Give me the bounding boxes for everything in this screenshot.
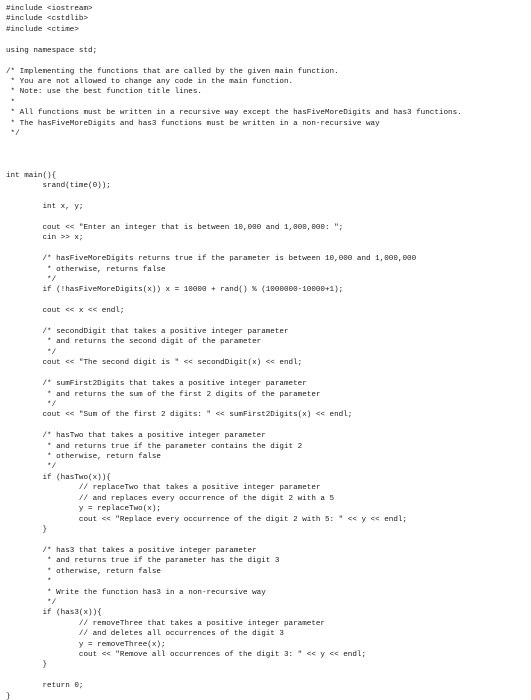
code-line: y = replaceTwo(x);: [6, 505, 161, 514]
code-line: if (has3(x)){: [6, 609, 102, 618]
code-line: int main(){: [6, 171, 57, 180]
code-line: *: [6, 98, 16, 107]
code-line: cout << "Sum of the first 2 digits: " << sumFirst2Digits(x) << endl;: [6, 411, 353, 420]
code-line: * and returns the sum of the first 2 digits of the parameter: [6, 390, 321, 399]
code-line: using namespace std;: [6, 46, 98, 55]
code-line: int x, y;: [6, 202, 84, 211]
code-line: * All functions must be written in a recursive way except the hasFiveMoreDigits and has3 functions.: [6, 109, 462, 118]
code-line: /* secondDigit that takes a positive integer parameter: [6, 328, 289, 337]
code-line: * otherwise, returns false: [6, 265, 166, 274]
code-line: cin >> x;: [6, 234, 84, 243]
code-line: #include <ctime>: [6, 25, 79, 34]
code-line: /* Implementing the functions that are called by the given main function.: [6, 67, 339, 76]
code-line: * otherwise, return false: [6, 567, 161, 576]
code-line: /* sumFirst2Digits that takes a positive integer parameter: [6, 380, 307, 389]
code-line: /* has3 that takes a positive integer parameter: [6, 546, 257, 555]
code-line: if (!hasFiveMoreDigits(x)) x = 10000 + rand() % (1000000-10000+1);: [6, 286, 344, 295]
code-line: y = removeThree(x);: [6, 640, 166, 649]
code-line: // and deletes all occurrences of the digit 3: [6, 630, 284, 639]
code-line: */: [6, 130, 20, 139]
code-line: * and returns true if the parameter contains the digit 2: [6, 442, 303, 451]
code-line: }: [6, 692, 11, 700]
code-line: */: [6, 598, 57, 607]
code-line: cout << "The second digit is " << secondDigit(x) << endl;: [6, 359, 303, 368]
code-line: * Write the function has3 in a non-recursive way: [6, 588, 266, 597]
code-line: /* hasTwo that takes a positive integer parameter: [6, 432, 266, 441]
code-line: // removeThree that takes a positive integer parameter: [6, 619, 325, 628]
code-line: #include <cstdlib>: [6, 15, 89, 24]
code-line: return 0;: [6, 682, 84, 691]
code-line: */: [6, 400, 57, 409]
code-line: }: [6, 661, 48, 670]
code-line: #include <iostream>: [6, 5, 93, 13]
code-line: */: [6, 348, 57, 357]
code-line: cout << "Replace every occurrence of the digit 2 with 5: " << y << endl;: [6, 515, 408, 524]
code-line: cout << "Remove all occurrences of the digit 3: " << y << endl;: [6, 651, 367, 660]
code-line: cout << "Enter an integer that is between 10,000 and 1,000,000: ";: [6, 223, 344, 232]
code-line: cout << x << endl;: [6, 307, 125, 316]
code-line: // replaceTwo that takes a positive integer parameter: [6, 484, 321, 493]
code-line: }: [6, 526, 48, 534]
code-line: * and returns true if the parameter has the digit 3: [6, 557, 280, 566]
code-line: /* hasFiveMoreDigits returns true if the parameter is between 10,000 and 1,000,000: [6, 255, 417, 264]
code-line: * and returns the second digit of the parameter: [6, 338, 262, 347]
code-line: * otherwise, return false: [6, 453, 161, 462]
code-line: * Note: use the best function title lines.: [6, 88, 202, 97]
code-line: if (hasTwo(x)){: [6, 473, 111, 482]
code-line: * You are not allowed to change any code in the main function.: [6, 77, 294, 86]
code-line: */: [6, 275, 57, 284]
code-line: */: [6, 463, 57, 472]
code-line: * The hasFiveMoreDigits and has3 functions must be written in a non-recursive way: [6, 119, 380, 128]
code-line: srand(time(0));: [6, 182, 111, 191]
code-line: // and replaces every occurrence of the digit 2 with a 5: [6, 494, 335, 503]
code-line: *: [6, 578, 52, 587]
